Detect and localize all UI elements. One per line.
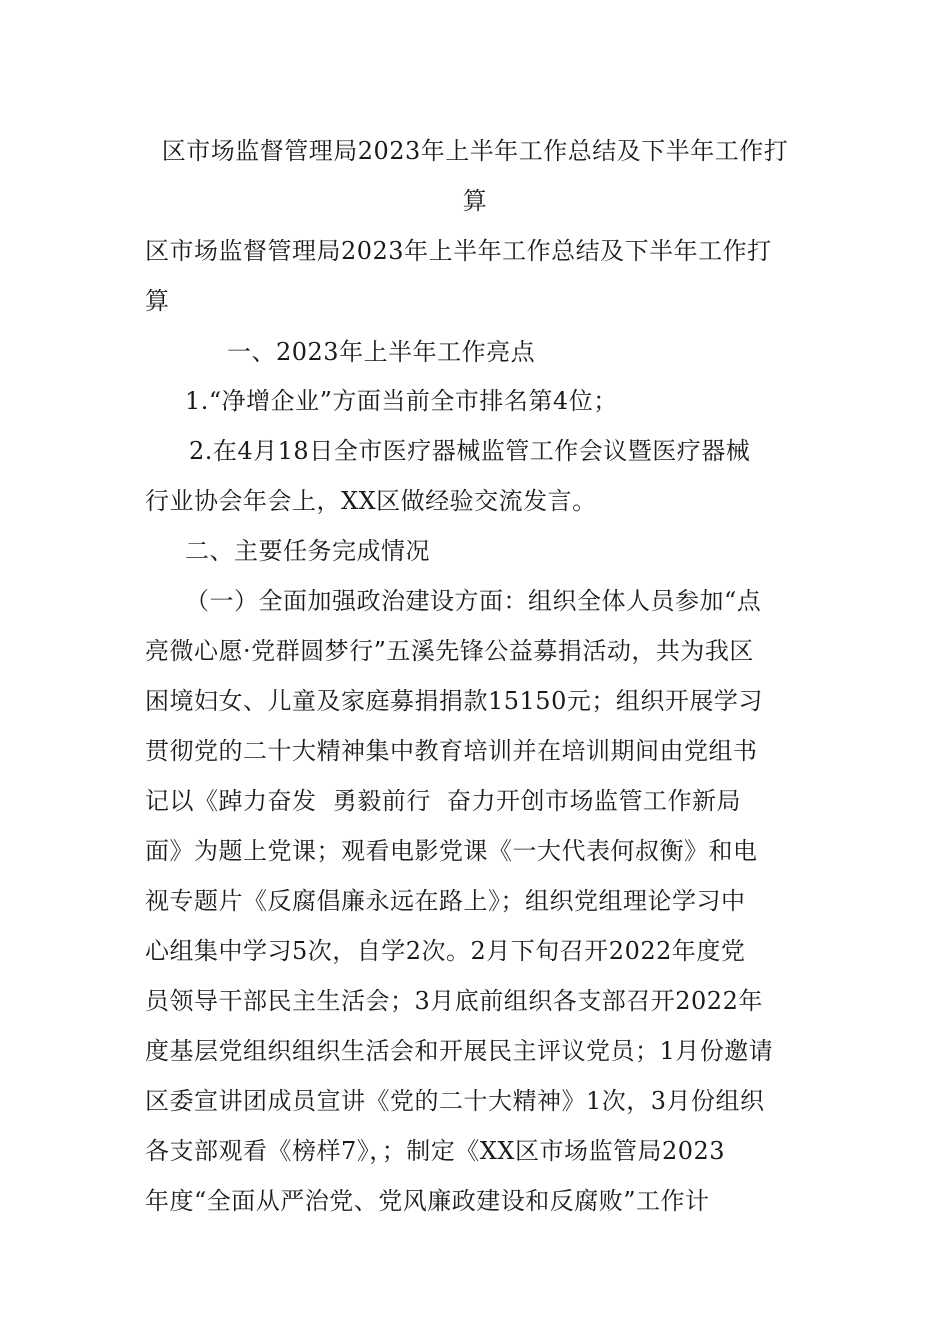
highlight-item-2-line-2: 行业协会年会上，XX区做经验交流发言。	[145, 487, 597, 515]
body-paragraph-line: 记以《踔力奋发 勇毅前行 奋力开创市场监管工作新局	[145, 787, 742, 815]
section-2-title: 二、主要任务完成情况	[185, 537, 430, 565]
body-paragraph-line: 员领导干部民主生活会；3月底前组织各支部召开2022年	[145, 987, 763, 1015]
body-paragraph-line: 贯彻党的二十大精神集中教育培训并在培训期间由党组书	[145, 737, 758, 765]
body-paragraph-line: 亮微心愿·党群圆梦行”五溪先锋公益募捐活动，共为我区	[145, 637, 754, 665]
document-heading-line-2: 算	[145, 287, 170, 315]
body-paragraph-line: 心组集中学习5次，自学2次。2月下旬召开2022年度党	[145, 937, 746, 965]
body-paragraph-line: 面》为题上党课；观看电影党课《一大代表何叔衡》和电	[145, 837, 758, 865]
body-paragraph-line: 各支部观看《榜样7》，；制定《XX区市场监管局2023	[145, 1137, 726, 1165]
highlight-item-1: 1.“净增企业”方面当前全市排名第4位；	[185, 387, 618, 415]
body-paragraph-line: （一）全面加强政治建设方面：组织全体人员参加“点	[185, 587, 762, 615]
body-paragraph-line: 视专题片《反腐倡廉永远在路上》；组织党组理论学习中	[145, 887, 746, 915]
document-heading-line-1: 区市场监督管理局2023年上半年工作总结及下半年工作打	[145, 237, 772, 265]
document-title-line-1: 区市场监督管理局2023年上半年工作总结及下半年工作打	[161, 137, 789, 165]
section-1-title: 一、2023年上半年工作亮点	[227, 338, 536, 366]
body-paragraph-line: 年度“全面从严治党、党风廉政建设和反腐败”工作计	[145, 1187, 710, 1215]
document-title-line-2: 算	[462, 187, 488, 215]
body-paragraph-line: 度基层党组织组织生活会和开展民主评议党员；1月份邀请	[145, 1037, 774, 1065]
body-paragraph-line: 区委宣讲团成员宣讲《党的二十大精神》1次，3月份组织	[145, 1087, 765, 1115]
body-paragraph-line: 困境妇女、儿童及家庭募捐捐款15150元；组织开展学习	[145, 687, 763, 715]
highlight-item-2-line-1: 2.在4月18日全市医疗器械监管工作会议暨医疗器械	[189, 437, 751, 465]
